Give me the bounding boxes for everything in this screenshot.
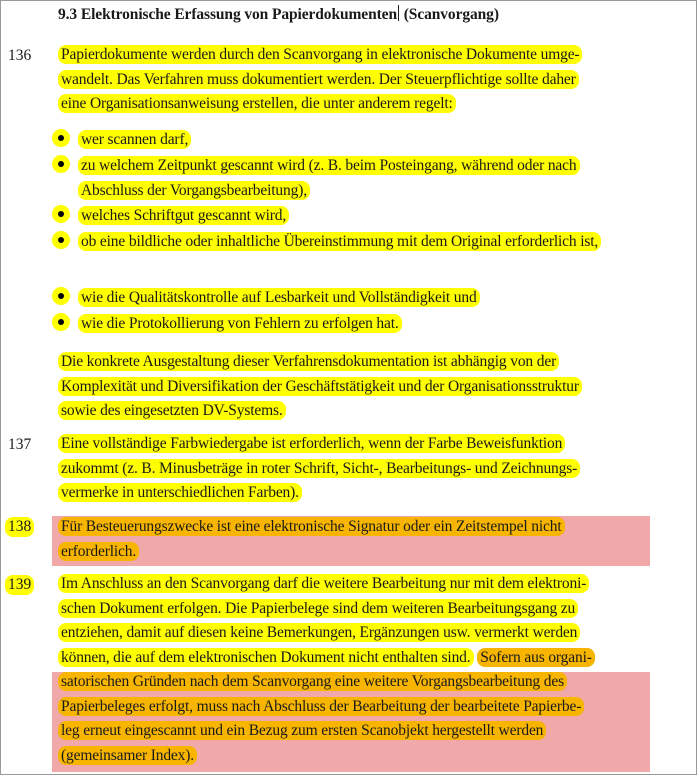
list-item-text: wer scannen darf, — [78, 130, 191, 149]
list-item — [52, 128, 191, 153]
paragraph-137 — [58, 432, 658, 506]
margin-number-137: 137 — [8, 436, 32, 453]
text-line-marked: Sofern aus organi- — [477, 648, 595, 667]
margin-number-139: 139 — [5, 575, 34, 595]
bullet-icon — [52, 313, 70, 331]
list-item-text: wie die Qualitätskontrolle auf Lesbarkeit und Vollständigkeit und — [78, 288, 480, 307]
list-item — [52, 204, 289, 229]
text-line: können, die auf dem elektronischen Dokument nicht enthalten sind. — [58, 648, 474, 667]
paragraph-136-continued — [58, 350, 658, 424]
bullet-icon — [52, 287, 70, 305]
list-item-text: zu welchem Zeitpunkt gescannt wird (z. B. beim Posteingang, während oder nach — [78, 156, 580, 175]
text-line: Für Besteuerungszwecke ist eine elektronische Signatur oder ein Zeitstempel nicht — [58, 517, 565, 536]
bullet-icon — [52, 129, 70, 147]
bullet-icon — [52, 155, 70, 173]
margin-number-138: 138 — [5, 517, 34, 537]
text-line: entziehen, damit auf diesen keine Bemerkungen, Ergänzungen usw. vermerkt werden — [58, 623, 580, 642]
section-heading — [58, 5, 499, 24]
text-line: Komplexität und Diversifikation der Geschäftstätigkeit und der Organisationsstruktur — [58, 377, 582, 396]
list-item-text: ob eine bildliche oder inhaltliche Übereinstimmung mit dem Original erforderlich ist, — [78, 232, 601, 251]
list-item — [52, 154, 580, 179]
text-line: wandelt. Das Verfahren muss dokumentiert werden. Der Steuerpflichtige sollte daher — [58, 70, 579, 89]
text-line: eine Organisationsanweisung erstellen, die unter anderem regelt: — [58, 94, 456, 113]
text-line-marked: (gemeinsamer Index). — [58, 746, 197, 765]
heading-text: 9.3 Elektronische Erfassung von Papierdokumenten — [58, 6, 397, 23]
list-item-text: Abschluss der Vorgangsbearbeitung), — [78, 181, 310, 200]
list-item — [52, 230, 601, 255]
list-item-text: wie die Protokollierung von Fehlern zu erfolgen hat. — [78, 314, 402, 333]
list-item — [52, 286, 480, 311]
paragraph-138 — [58, 515, 658, 564]
text-line: Im Anschluss an den Scanvorgang darf die weitere Bearbeitung nur mit dem elektroni- — [58, 574, 589, 593]
margin-number-136: 136 — [8, 47, 32, 64]
bullet-icon — [52, 231, 70, 249]
list-item — [52, 312, 402, 337]
text-line: erforderlich. — [58, 542, 139, 561]
text-line: schen Dokument erfolgen. Die Papierbelege sind dem weiteren Bearbeitungsgang zu — [58, 599, 578, 618]
heading-text-suffix: (Scanvorgang) — [399, 6, 499, 23]
bullet-icon — [52, 205, 70, 223]
text-cursor — [398, 5, 399, 21]
text-line-marked: Papierbeleges erfolgt, muss nach Abschluss der Bearbeitung der bearbeitete Papierbe- — [58, 697, 584, 716]
text-line-marked: leg erneut eingescannt und ein Bezug zum ersten Scanobjekt hergestellt werden — [58, 721, 546, 740]
text-line: Papierdokumente werden durch den Scanvorgang in elektronische Dokumente umge- — [58, 45, 582, 64]
text-line: Die konkrete Ausgestaltung dieser Verfahrensdokumentation ist abhängig von der — [58, 352, 559, 371]
text-line-marked: satorischen Gründen nach dem Scanvorgang eine weitere Vorgangsbearbeitung des — [58, 672, 567, 691]
text-line: Eine vollständige Farbwiedergabe ist erforderlich, wenn der Farbe Beweisfunktion — [58, 434, 565, 453]
list-item-continuation — [78, 179, 310, 204]
paragraph-139 — [58, 572, 658, 768]
list-item-text: welches Schriftgut gescannt wird, — [78, 206, 289, 225]
text-line: sowie des eingesetzten DV-Systems. — [58, 401, 286, 420]
text-line: vermerke in unterschiedlichen Farben). — [58, 483, 302, 502]
paragraph-136 — [58, 43, 658, 117]
text-line: zukommt (z. B. Minusbeträge in roter Schrift, Sicht-, Bearbeitungs- und Zeichnungs- — [58, 459, 580, 478]
